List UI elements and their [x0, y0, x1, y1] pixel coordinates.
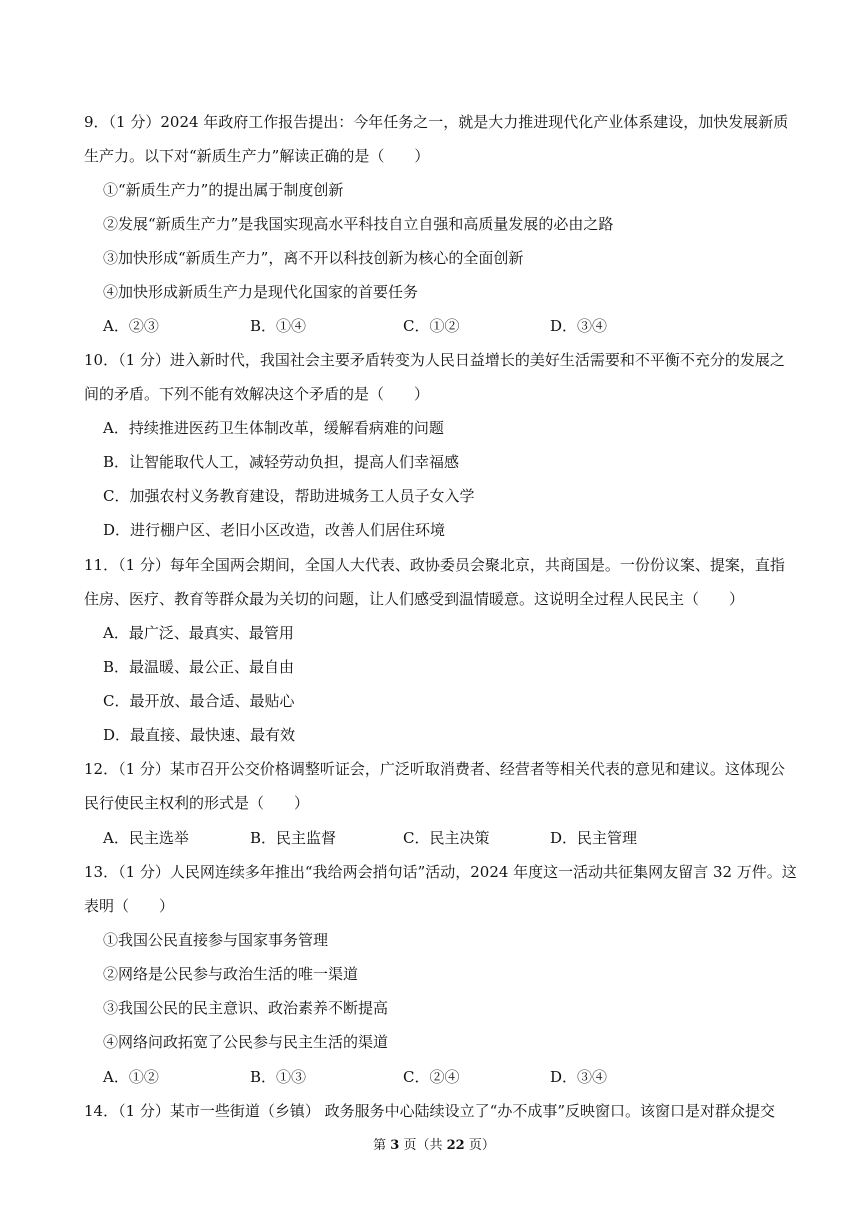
q13-stem-line1: 13．（1 分）人民网连续多年推出“我给两会捎句话”活动，2024 年度这一活动共征集网友留言 32 万件。这: [84, 863, 797, 881]
q13-choice-a: A．①②: [103, 1068, 159, 1086]
q13-choice-c: C．②④: [403, 1068, 460, 1086]
q10-choice-d: D．进行棚户区、老旧小区改造，改善人们居住环境: [103, 521, 446, 539]
q9-statement-3: ③加快形成“新质生产力”，离不开以科技创新为核心的全面创新: [103, 249, 524, 267]
q9-choice-d: D．③④: [550, 317, 608, 335]
footer-page-number: 3: [390, 1138, 400, 1153]
q11-stem-line1: 11．（1 分）每年全国两会期间，全国人大代表、政协委员会聚北京，共商国是。一份份议案、提案，直指: [84, 556, 785, 574]
q12-stem-line1: 12．（1 分）某市召开公交价格调整听证会，广泛听取消费者、经营者等相关代表的意见和建议。这体现公: [84, 760, 785, 778]
q9-statement-4: ④加快形成新质生产力是现代化国家的首要任务: [103, 283, 419, 301]
q13-stem-line2: 表明（ ）: [84, 897, 175, 915]
q12-choice-c: C．民主决策: [403, 829, 490, 847]
q10-choice-a: A．持续推进医药卫生体制改革，缓解看病难的问题: [103, 419, 444, 437]
footer-middle: 页（共: [399, 1138, 447, 1153]
q14-stem-line1: 14．（1 分）某市一些街道（乡镇） 政务服务中心陆续设立了“办不成事”反映窗口。该窗口是对群众提交: [84, 1102, 776, 1120]
q12-stem-line2: 民行使民主权利的形式是（ ）: [84, 794, 310, 812]
footer-total-pages: 22: [446, 1138, 465, 1153]
q13-statement-3: ③我国公民的民主意识、政治素养不断提高: [103, 999, 389, 1017]
q9-stem-line2: 生产力。以下对“新质生产力”解读正确的是（ ）: [84, 147, 430, 165]
page-footer: [0, 1137, 868, 1155]
q9-choice-c: C．①②: [403, 317, 460, 335]
q10-choice-c: C．加强农村义务教育建设，帮助进城务工人员子女入学: [103, 487, 475, 505]
footer-suffix: 页）: [464, 1138, 495, 1153]
q10-choice-b: B．让智能取代人工，减轻劳动负担，提高人们幸福感: [103, 453, 460, 471]
q13-statement-1: ①我国公民直接参与国家事务管理: [103, 931, 329, 949]
q9-statement-1: ①“新质生产力”的提出属于制度创新: [103, 181, 344, 199]
footer-prefix: 第: [373, 1138, 391, 1153]
q10-stem-line1: 10．（1 分）进入新时代，我国社会主要矛盾转变为人民日益增长的美好生活需要和不平衡不充分的发展之: [84, 351, 785, 369]
q12-choice-a: A．民主选举: [103, 829, 189, 847]
q9-stem-line1: 9．（1 分）2024 年政府工作报告提出：今年任务之一，就是大力推进现代化产业体系建设，加快发展新质: [84, 113, 789, 131]
q10-stem-line2: 间的矛盾。下列不能有效解决这个矛盾的是（ ）: [84, 385, 430, 403]
q13-statement-4: ④网络问政拓宽了公民参与民主生活的渠道: [103, 1033, 389, 1051]
q9-statement-2: ②发展“新质生产力”是我国实现高水平科技自立自强和高质量发展的必由之路: [103, 215, 614, 233]
q9-choice-a: A．②③: [103, 317, 159, 335]
q13-statement-2: ②网络是公民参与政治生活的唯一渠道: [103, 965, 359, 983]
q11-choice-d: D．最直接、最快速、最有效: [103, 726, 296, 744]
q12-choice-d: D．民主管理: [550, 829, 638, 847]
q13-choice-d: D．③④: [550, 1068, 608, 1086]
q13-choice-b: B．①③: [250, 1068, 307, 1086]
q11-stem-line2: 住房、医疗、教育等群众最为关切的问题，让人们感受到温情暖意。这说明全过程人民民主（ ）: [84, 590, 745, 608]
q11-choice-b: B．最温暖、最公正、最自由: [103, 658, 295, 676]
q12-choice-b: B．民主监督: [250, 829, 337, 847]
q11-choice-a: A．最广泛、最真实、最管用: [103, 624, 294, 642]
q11-choice-c: C．最开放、最合适、最贴心: [103, 692, 295, 710]
q9-choice-b: B．①④: [250, 317, 307, 335]
